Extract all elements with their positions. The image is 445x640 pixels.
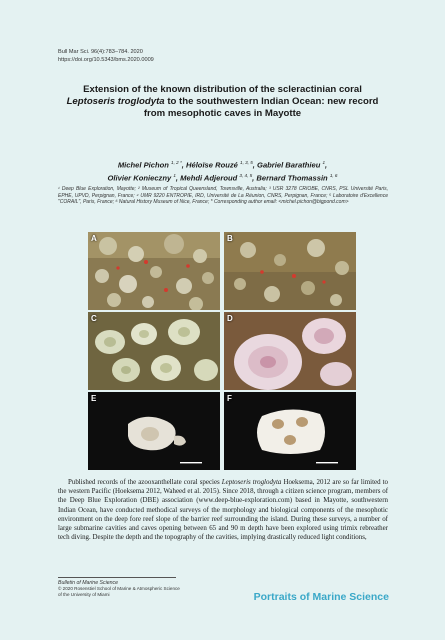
figure-panel-a (88, 232, 220, 310)
author-affil-number: 1, 2 * (171, 160, 182, 165)
author-name: Héloïse Rouzé (185, 160, 238, 170)
title-part1: Extension of the known distribution of the scleractinian coral (83, 84, 362, 95)
coral-figure (88, 232, 356, 472)
citation-block (58, 49, 154, 64)
figure-panel-d (224, 312, 356, 390)
author-name: Michel Pichon (117, 160, 169, 170)
figure-panel-c (88, 312, 220, 390)
author-list (60, 158, 385, 185)
body-text-part2: Hoeksema, 2012 are so far limited to the western Pacific (Hoeksema 2012, Waheed et al. 2015). Since 2018, through a citizen science program, members of the Deep Blue Exploration (DBE) association (www.deep-blue-exploration.com) based in Mayotte, southwestern Indian Ocean, have conducted methodical surveys of the morphology and biological components of the mesophotic environment on the deep fore reef slope of the barrier reef surrounding the island. During these surveys, a number of large submarine cavities and caves opening between 65 and 90 m depth have been explored using trimix rebreather tech diving. Despite the depth and the topography of the cavities, implying drastically reduced light conditions, (58, 478, 389, 542)
footer-journal-name: Bulletin of Marine Science (58, 580, 118, 586)
panel-label-d: D (227, 314, 233, 323)
photo-panel-a (88, 232, 220, 310)
figure-panel-e (88, 392, 220, 470)
author-name: Bernard Thomassin (256, 173, 328, 183)
panel-label-c: C (91, 314, 97, 323)
author-name: Mehdi Adjeroud (180, 173, 238, 183)
panel-label-a: A (91, 234, 97, 243)
panel-label-b: B (227, 234, 233, 243)
photo-panel-c (88, 312, 220, 390)
title-species: Leptoseris troglodyta (66, 96, 165, 108)
author-affil-number: 3, 4, 5 (239, 173, 253, 179)
footer-divider (58, 577, 176, 578)
panel-label-e: E (91, 394, 97, 403)
panel-label-f: F (227, 394, 232, 403)
author-affil-number: 1, 6 (329, 173, 338, 179)
series-title: Portraits of Marine Science (253, 591, 389, 603)
body-paragraph (58, 478, 388, 542)
figure-panel-f (224, 392, 356, 470)
author-affil-number: 1 (322, 160, 326, 165)
citation-volume: Bull Mar Sci. 96(4):783–784. 2020 (58, 49, 143, 55)
photo-panel-b (224, 232, 356, 310)
figure-panel-b (224, 232, 356, 310)
author-affil-number: 1 (173, 173, 176, 179)
affiliations: ¹ Deep Blue Exploration, Mayotte; ² Museum of Tropical Queensland, Townsville, Australia; ³ USR 3278 CRIOBE, CNRS, PSL Université Paris, EPHE, UPVD, Perpignan, France; ⁴ UMR 9220 ENTROPIE, IRD, Université de La Réunion, CNRS, Perpignan, France; ⁵ Laboratoire d'Excellence "CORAIL", Paris, France; ⁶ Natural History Museum of Nice, France; * Corresponding author email: <michel.pichon@bigpond.com> (58, 186, 388, 205)
paper-title (60, 84, 385, 121)
author-affil-number: 1, 3, 5 (240, 160, 253, 165)
author-separator: , (252, 160, 258, 170)
photo-panel-f (224, 392, 356, 470)
photo-panel-d (224, 312, 356, 390)
author-separator: , (181, 160, 186, 170)
body-text-part1: Published records of the azooxanthellate coral species (68, 478, 222, 486)
author-name: Olivier Konieczny (107, 173, 172, 183)
footer-journal-block (58, 580, 218, 598)
author-separator: , (252, 173, 257, 183)
author-separator: , (175, 173, 181, 183)
author-name: Gabriel Barathieu (257, 160, 321, 170)
body-species: Leptoseris troglodyta (221, 478, 282, 486)
footer-copyright: © 2020 Rosenstiel School of Marine & Atmospheric Science (58, 586, 180, 591)
photo-panel-e (88, 392, 220, 470)
footer-university: of the University of Miami (58, 592, 110, 597)
author-separator: , (325, 160, 328, 170)
title-part2: to the southwestern Indian Ocean: new record from mesophotic caves in Mayotte (143, 96, 379, 120)
citation-doi[interactable]: https://doi.org/10.5343/bms.2020.0009 (58, 56, 154, 63)
